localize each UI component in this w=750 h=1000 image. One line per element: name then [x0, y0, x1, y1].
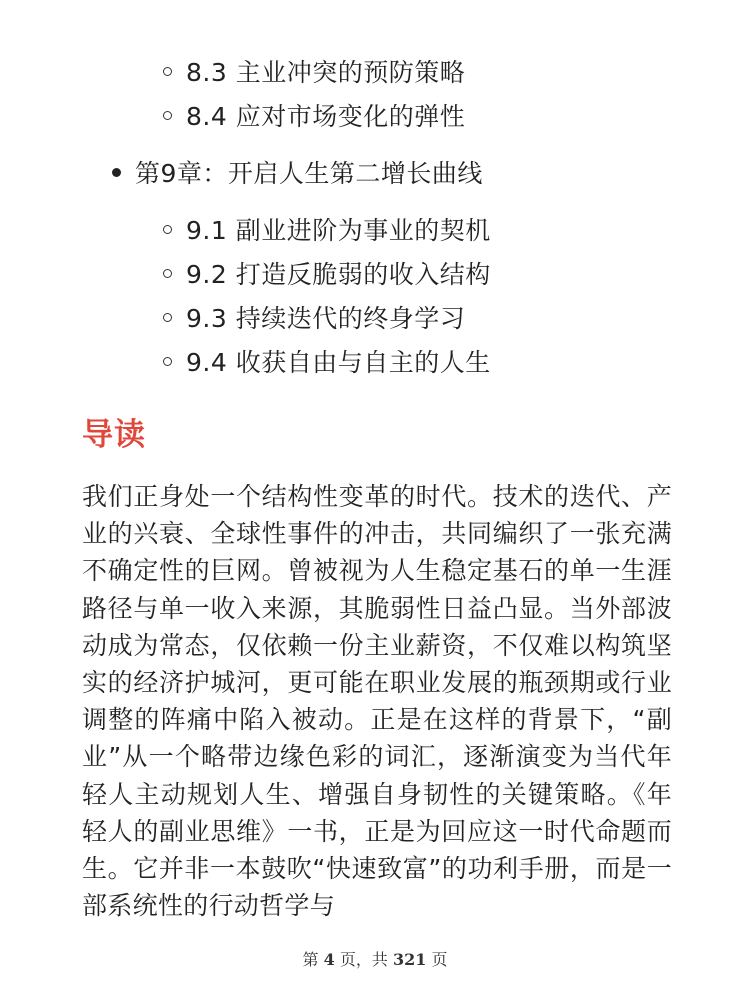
hollow-bullet-icon: [163, 225, 172, 234]
toc-item-label: 9.4 收获自由与自主的人生: [186, 348, 491, 377]
toc-item-label: 8.3 主业冲突的预防策略: [186, 58, 466, 87]
hollow-bullet-icon: [163, 67, 172, 76]
toc-item-label: 9.1 副业进阶为事业的契机: [186, 216, 491, 245]
footer-middle: 页，共: [339, 950, 388, 969]
toc-item-9-2[interactable]: [163, 251, 491, 295]
toc-item-9-1[interactable]: [163, 207, 491, 251]
toc-item-label: 9.3 持续迭代的终身学习: [186, 304, 466, 333]
toc-item-8-4[interactable]: [163, 93, 465, 137]
section-body-paragraph: 我们正身处一个结构性变革的时代。技术的迭代、产业的兴衰、全球性事件的冲击，共同编织了一张充满不确定性的巨网。曾被视为人生稳定基石的单一生涯路径与单一收入来源，其脆弱性日益凸显。当外部波动成为常态，仅依赖一份主业薪资，不仅难以构筑坚实的经济护城河，更可能在职业发展的瓶颈期或行业调整的阵痛中陷入被动。正是在这样的背景下，“副业”从一个略带边缘色彩的词汇，逐渐演变为当代年轻人主动规划人生、增强自身韧性的关键策略。《年轻人的副业思维》一书，正是为回应这一时代命题而生。它并非一本鼓吹“快速致富”的功利手册，而是一部系统性的行动哲学与: [82, 482, 672, 921]
footer-total-pages: 321: [392, 950, 427, 969]
toc-item-label: 9.2 打造反脆弱的收入结构: [186, 260, 491, 289]
footer-suffix: 页: [431, 950, 448, 969]
toc-chapter-9[interactable]: [112, 150, 483, 194]
toc-chapter-label: 第9章：开启人生第二增长曲线: [135, 159, 483, 188]
solid-bullet-icon: [112, 168, 121, 177]
page-footer: [0, 950, 750, 970]
hollow-bullet-icon: [163, 111, 172, 120]
toc-item-label: 8.4 应对市场变化的弹性: [186, 102, 466, 131]
hollow-bullet-icon: [163, 269, 172, 278]
toc-item-9-4[interactable]: [163, 339, 491, 383]
footer-prefix: 第: [302, 950, 319, 969]
toc-item-8-3[interactable]: [163, 49, 465, 93]
toc-item-9-3[interactable]: [163, 295, 465, 339]
hollow-bullet-icon: [163, 313, 172, 322]
footer-page-number: 4: [323, 950, 335, 969]
section-heading: 导读: [82, 417, 146, 453]
hollow-bullet-icon: [163, 357, 172, 366]
